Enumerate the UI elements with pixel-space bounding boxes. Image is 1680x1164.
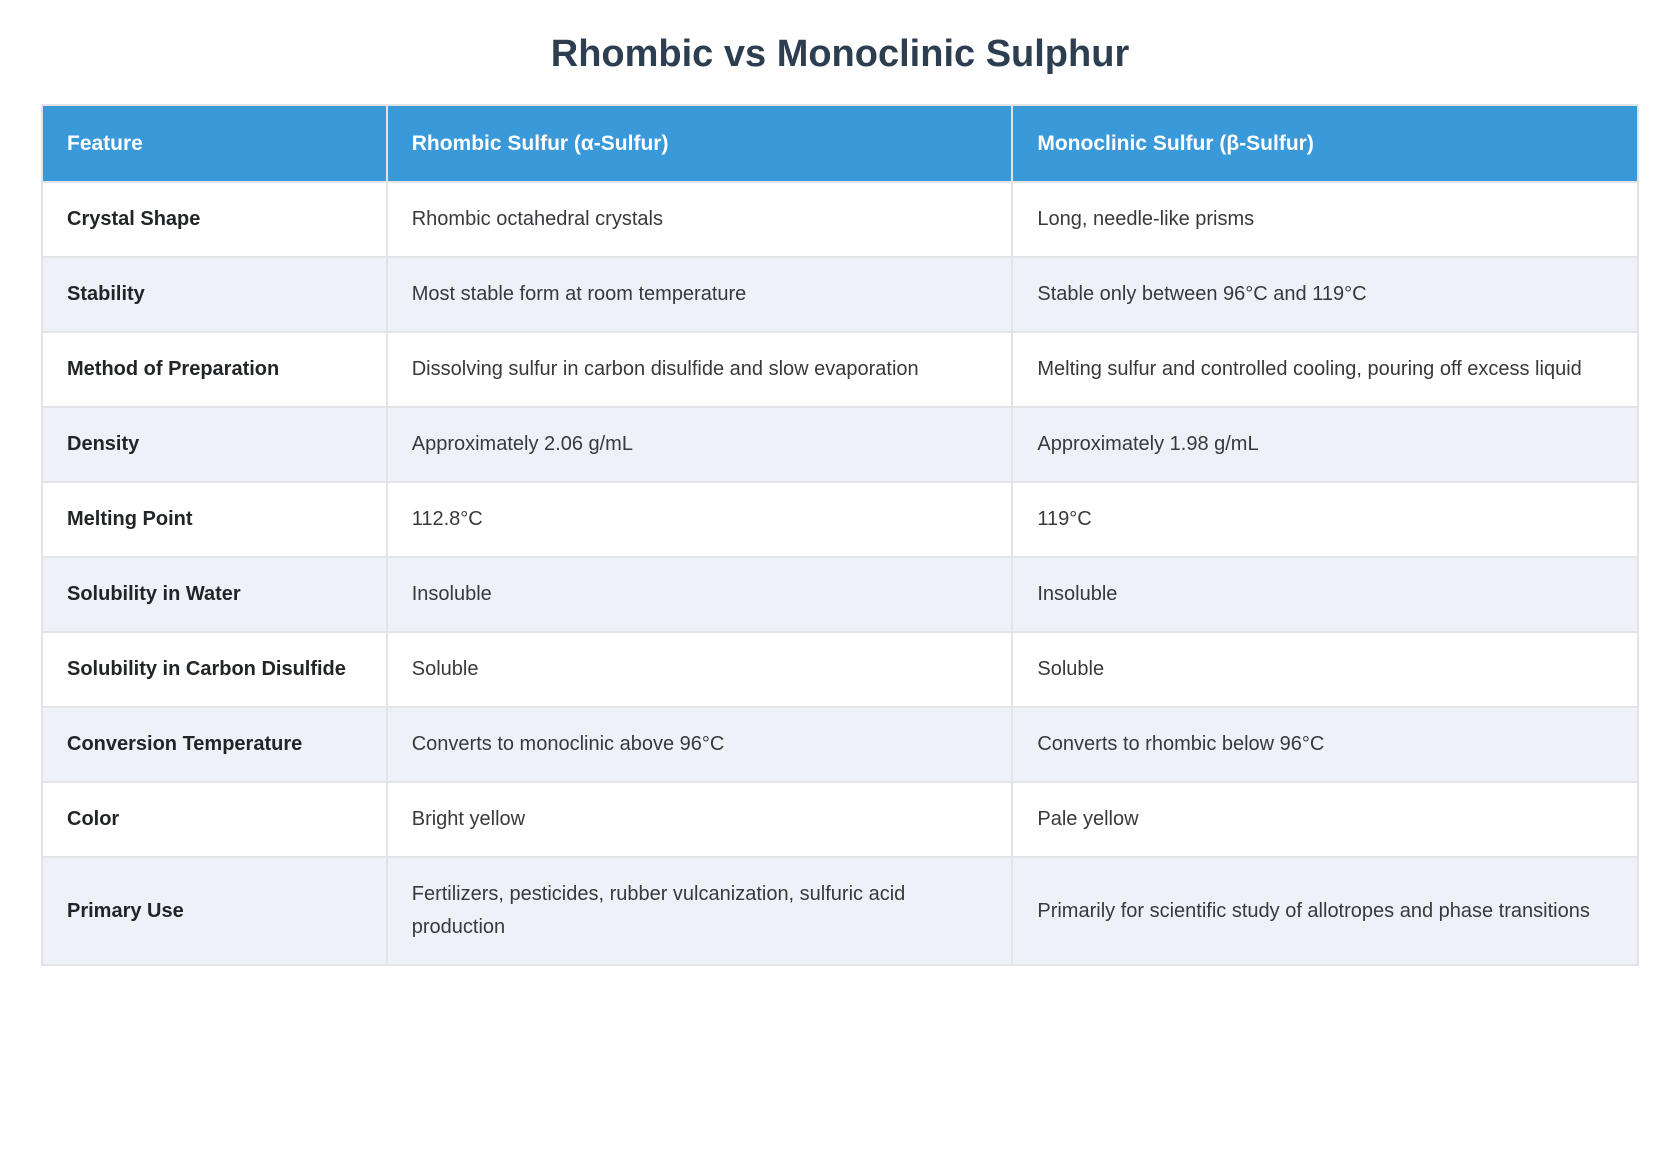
rhombic-cell: Fertilizers, pesticides, rubber vulcanization, sulfuric acid production bbox=[387, 857, 1013, 965]
feature-cell: Color bbox=[42, 782, 387, 857]
table-row bbox=[42, 257, 1638, 332]
column-header-rhombic: Rhombic Sulfur (α-Sulfur) bbox=[387, 105, 1013, 182]
rhombic-cell: Approximately 2.06 g/mL bbox=[387, 407, 1013, 482]
monoclinic-cell: Long, needle-like prisms bbox=[1012, 182, 1638, 257]
page-title: Rhombic vs Monoclinic Sulphur bbox=[550, 33, 1130, 75]
table-row bbox=[42, 782, 1638, 857]
monoclinic-cell: Pale yellow bbox=[1012, 782, 1638, 857]
rhombic-cell: Insoluble bbox=[387, 557, 1013, 632]
rhombic-cell: Converts to monoclinic above 96°C bbox=[387, 707, 1013, 782]
table-header-row bbox=[42, 105, 1638, 182]
table-row bbox=[42, 557, 1638, 632]
monoclinic-cell: Soluble bbox=[1012, 632, 1638, 707]
table-row bbox=[42, 632, 1638, 707]
column-header-feature: Feature bbox=[42, 105, 387, 182]
table-row bbox=[42, 707, 1638, 782]
feature-cell: Primary Use bbox=[42, 857, 387, 965]
feature-cell: Solubility in Carbon Disulfide bbox=[42, 632, 387, 707]
monoclinic-cell: Converts to rhombic below 96°C bbox=[1012, 707, 1638, 782]
column-header-monoclinic: Monoclinic Sulfur (β-Sulfur) bbox=[1012, 105, 1638, 182]
rhombic-cell: 112.8°C bbox=[387, 482, 1013, 557]
monoclinic-cell: Insoluble bbox=[1012, 557, 1638, 632]
feature-cell: Crystal Shape bbox=[42, 182, 387, 257]
feature-cell: Conversion Temperature bbox=[42, 707, 387, 782]
table-row bbox=[42, 182, 1638, 257]
rhombic-cell: Most stable form at room temperature bbox=[387, 257, 1013, 332]
rhombic-cell: Rhombic octahedral crystals bbox=[387, 182, 1013, 257]
feature-cell: Stability bbox=[42, 257, 387, 332]
feature-cell: Solubility in Water bbox=[42, 557, 387, 632]
table-row bbox=[42, 332, 1638, 407]
monoclinic-cell: 119°C bbox=[1012, 482, 1638, 557]
table-row bbox=[42, 857, 1638, 965]
rhombic-cell: Soluble bbox=[387, 632, 1013, 707]
monoclinic-cell: Melting sulfur and controlled cooling, pouring off excess liquid bbox=[1012, 332, 1638, 407]
feature-cell: Method of Preparation bbox=[42, 332, 387, 407]
rhombic-cell: Bright yellow bbox=[387, 782, 1013, 857]
table-row bbox=[42, 482, 1638, 557]
monoclinic-cell: Primarily for scientific study of allotropes and phase transitions bbox=[1012, 857, 1638, 965]
feature-cell: Melting Point bbox=[42, 482, 387, 557]
feature-cell: Density bbox=[42, 407, 387, 482]
rhombic-cell: Dissolving sulfur in carbon disulfide and slow evaporation bbox=[387, 332, 1013, 407]
table-row bbox=[42, 407, 1638, 482]
monoclinic-cell: Approximately 1.98 g/mL bbox=[1012, 407, 1638, 482]
monoclinic-cell: Stable only between 96°C and 119°C bbox=[1012, 257, 1638, 332]
comparison-table bbox=[41, 104, 1639, 966]
